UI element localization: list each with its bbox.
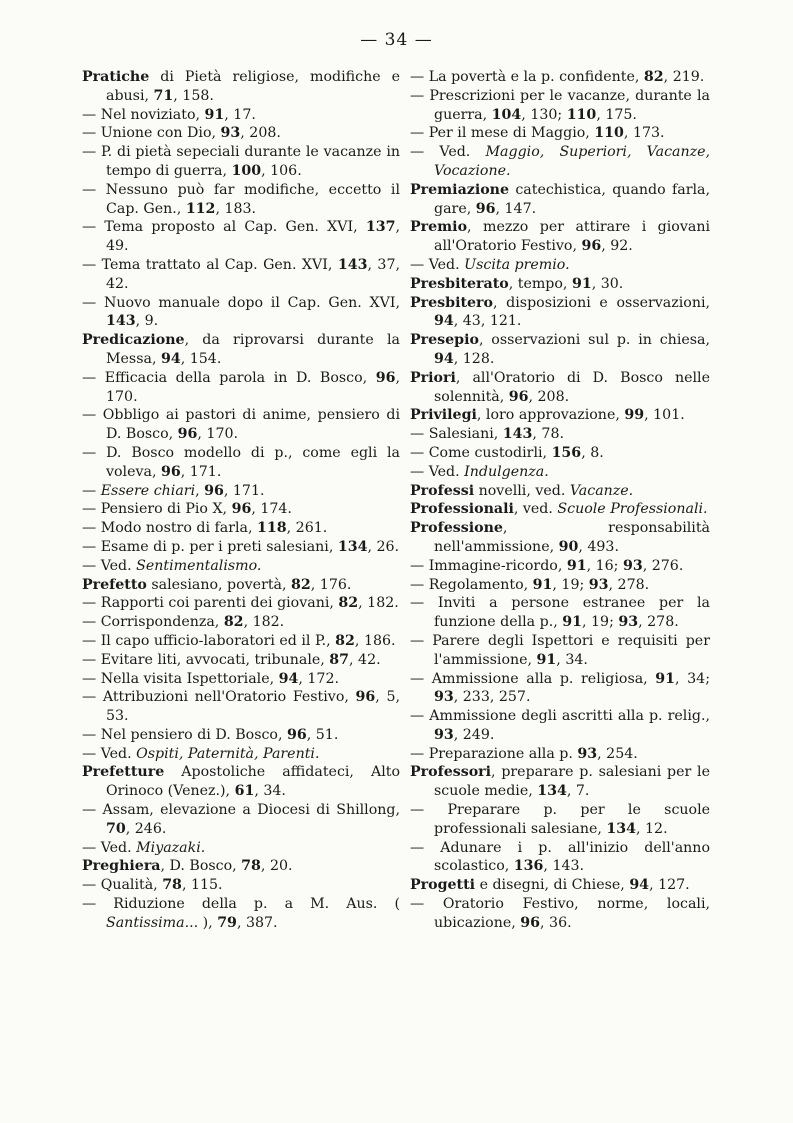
index-entry: Prefetture Apostoliche affidateci, Alto Orinoco (Venez.), 61, 34.	[82, 764, 400, 800]
index-entry: — Riduzione della p. a M. Aus. ( Santissima... ), 79, 387.	[82, 896, 400, 931]
index-entry: — Ved. Indulgenza.	[410, 463, 549, 480]
index-entry: — Preparazione alla p. 93, 254.	[410, 745, 638, 762]
index-entry: — Esame di p. per i preti salesiani, 134, 26.	[82, 538, 400, 555]
index-entry: Prefetto salesiano, povertà, 82, 176.	[82, 576, 352, 593]
index-entry: — Preparare p. per le scuole professionali salesiane, 134, 12.	[410, 802, 710, 837]
index-entry: — Per il mese di Maggio, 110, 173.	[410, 125, 665, 142]
index-entry: — Rapporti coi parenti dei giovani, 82, 182.	[82, 595, 399, 612]
index-entry: — P. di pietà sepeciali durante le vacanze in tempo di guerra, 100, 106.	[82, 144, 400, 179]
index-entry: — Nella visita Ispettoriale, 94, 172.	[82, 670, 339, 687]
index-entry: — Parere degli Ispettori e requisiti per l'ammissione, 91, 34.	[410, 632, 710, 668]
index-entry: — Prescrizioni per le vacanze, durante la guerra, 104, 130; 110, 175.	[410, 87, 710, 123]
index-entry: Professi novelli, ved. Vacanze.	[410, 482, 634, 499]
index-entry: Professori, preparare p. salesiani per le scuole medie, 134, 7.	[410, 764, 710, 800]
index-entry: — Ammissione degli ascritti alla p. relig., 93, 249.	[410, 708, 710, 743]
index-entry: Pratiche di Pietà religiose, modifiche e abusi, 71, 158.	[82, 69, 400, 104]
index-entry: — Ved. Maggio, Superiori, Vacanze, Vocazione.	[410, 144, 710, 179]
index-entry: — Evitare liti, avvocati, tribunale, 87, 42.	[82, 651, 381, 668]
index-entry: Professione, responsabilità nell'ammissione, 90, 493.	[410, 520, 710, 555]
index-entry: Privilegi, loro approvazione, 99, 101.	[410, 407, 685, 424]
index-entry: — Ved. Sentimentalismo.	[82, 557, 262, 574]
index-entry: Professionali, ved. Scuole Professionali.	[410, 501, 708, 518]
index-entry: — Nel pensiero di D. Bosco, 96, 51.	[82, 726, 339, 743]
index-entry: — Ammissione alla p. religiosa, 91, 34; 93, 233, 257.	[410, 670, 710, 706]
index-entry: Premiazione catechistica, quando farla, gare, 96, 147.	[410, 181, 710, 217]
index-entry: — Assam, elevazione a Diocesi di Shillong, 70, 246.	[82, 802, 400, 837]
index-entry: — Salesiani, 143, 78.	[410, 426, 564, 443]
index-entry: — Immagine-ricordo, 91, 16; 93, 276.	[410, 557, 684, 574]
index-entry: — Nessuno può far modifiche, eccetto il Cap. Gen., 112, 183.	[82, 181, 400, 217]
left-column	[82, 68, 400, 933]
index-entry: Preghiera, D. Bosco, 78, 20.	[82, 858, 293, 875]
index-entry: — La povertà e la p. confidente, 82, 219.	[410, 69, 705, 85]
right-column	[410, 68, 710, 933]
index-entry: — Attribuzioni nell'Oratorio Festivo, 96, 5, 53.	[82, 689, 400, 725]
index-entry: — Il capo ufficio-laboratori ed il P., 82, 186.	[82, 632, 396, 649]
index-entry: — Efficacia della parola in D. Bosco, 96, 170.	[82, 369, 400, 405]
index-entry: Presbiterato, tempo, 91, 30.	[410, 275, 624, 292]
index-entry: Presepio, osservazioni sul p. in chiesa, 94, 128.	[410, 332, 710, 367]
index-entry: — Qualità, 78, 115.	[82, 877, 223, 894]
index-entry: — Oratorio Festivo, norme, locali, ubicazione, 96, 36.	[410, 896, 710, 931]
index-entry: — Modo nostro di farla, 118, 261.	[82, 520, 328, 537]
index-entry: — Unione con Dio, 93, 208.	[82, 125, 281, 142]
index-entry: Progetti e disegni, di Chiese, 94, 127.	[410, 877, 690, 894]
index-entry: Priori, all'Oratorio di D. Bosco nelle solennità, 96, 208.	[410, 369, 710, 405]
index-entry: — Obbligo ai pastori di anime, pensiero di D. Bosco, 96, 170.	[82, 407, 400, 443]
index-entry: — Corrispondenza, 82, 182.	[82, 614, 285, 631]
index-entry: Presbitero, disposizioni e osservazioni, 94, 43, 121.	[410, 294, 710, 330]
index-entry: — Nel noviziato, 91, 17.	[82, 106, 256, 123]
index-entry: Premio, mezzo per attirare i giovani all'Oratorio Festivo, 96, 92.	[410, 219, 710, 255]
index-entry: — Tema proposto al Cap. Gen. XVI, 137, 49.	[82, 219, 400, 255]
index-entry: — Pensiero di Pio X, 96, 174.	[82, 501, 292, 518]
index-entry: — Adunare i p. all'inizio dell'anno scolastico, 136, 143.	[410, 839, 710, 875]
index-entry: — Ved. Miyazaki.	[82, 839, 206, 856]
index-entry: — Come custodirli, 156, 8.	[410, 444, 604, 461]
index-entry: — Ved. Uscita premio.	[410, 256, 570, 273]
page-number: — 34 —	[360, 30, 433, 50]
index-entry: Predicazione, da riprovarsi durante la Messa, 94, 154.	[82, 332, 400, 367]
index-entry: — D. Bosco modello di p., come egli la voleva, 96, 171.	[82, 444, 400, 480]
index-entry: — Regolamento, 91, 19; 93, 278.	[410, 576, 650, 593]
index-entry: — Nuovo manuale dopo il Cap. Gen. XVI, 143, 9.	[82, 294, 400, 330]
index-entry: — Tema trattato al Cap. Gen. XVI, 143, 37, 42.	[82, 256, 400, 292]
index-entry: — Ved. Ospiti, Paternità, Parenti.	[82, 745, 320, 762]
index-entry: — Inviti a persone estranee per la funzione della p., 91, 19; 93, 278.	[410, 595, 710, 631]
index-entry: — Essere chiari, 96, 171.	[82, 482, 265, 499]
